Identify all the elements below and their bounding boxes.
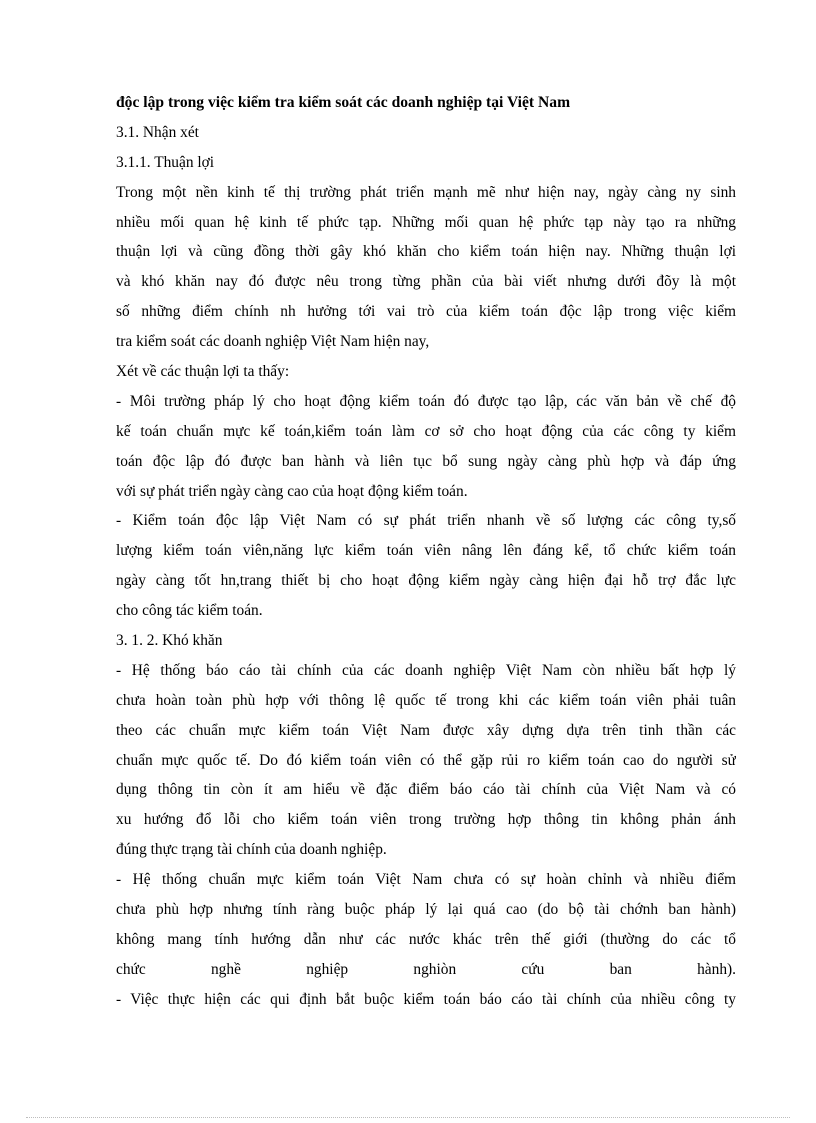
paragraph-line: nhiều mối quan hệ kinh tế phức tạp. Những mối quan hệ phức tạp này tạo ra những — [116, 213, 736, 231]
paragraph-line: chức nghề nghiệp nghiòn cứu ban hành). — [116, 960, 736, 978]
paragraph-line: kế toán chuẩn mực kế toán,kiểm toán làm cơ sở cho hoạt động của các công ty kiểm — [116, 422, 736, 440]
paragraph-line: không mang tính hướng dẫn như các nước khác trên thế giới (thường do các tổ — [116, 930, 736, 948]
paragraph-line: - Hệ thống chuẩn mực kiểm toán Việt Nam chưa có sự hoàn chỉnh và nhiều điểm — [116, 871, 736, 889]
paragraph-line: với sự phát triển ngày càng cao của hoạt động kiểm toán. — [116, 482, 468, 500]
paragraph-line: - Kiểm toán độc lập Việt Nam có sự phát triển nhanh về số lượng các công ty,số — [116, 512, 736, 530]
paragraph-audit-growth — [116, 506, 736, 626]
paragraph-line: xu hướng đổ lỗi cho kiểm toán viên trong trường hợp thông tin không phản ánh — [116, 811, 736, 829]
paragraph-line: thuận lợi và cũng đồng thời gây khó khăn cho kiểm toán hiện nay. Những thuận lợi — [116, 243, 736, 261]
paragraph-line: cho công tác kiểm toán. — [116, 602, 263, 620]
paragraph-line: chưa phù hợp nhưng tính ràng buộc pháp lý lại quá cao (do bộ tài chớnh ban hành) — [116, 901, 736, 919]
paragraph-line: ngày càng tốt hn,trang thiết bị cho hoạt động kiểm ngày càng hiện đại hỗ trợ đắc lực — [116, 572, 736, 590]
heading-continued: độc lập trong việc kiểm tra kiểm soát các doanh nghiệp tại Việt Nam — [116, 94, 571, 111]
paragraph-line: - Môi trường pháp lý cho hoạt động kiểm toán đó được tạo lập, các văn bản về chế độ — [116, 392, 736, 410]
paragraph-line: Trong một nền kinh tế thị trường phát triển mạnh mẽ như hiện nay, ngày càng ny sinh — [116, 183, 736, 201]
paragraph-line: theo các chuẩn mực kiểm toán Việt Nam được xây dựng dựa trên tinh thần các — [116, 721, 736, 739]
paragraph-line: đúng thực trạng tài chính của doanh nghiệp. — [116, 841, 387, 859]
paragraph-intro — [116, 178, 736, 357]
section-heading-3-1: 3.1. Nhận xét — [116, 123, 199, 141]
paragraph-advantages-lead: Xét về các thuận lợi ta thấy: — [116, 363, 290, 381]
paragraph-line: lượng kiểm toán viên,năng lực kiểm toán viên nâng lên đáng kể, tổ chức kiểm toán — [116, 542, 736, 560]
paragraph-standards — [116, 865, 736, 985]
paragraph-line: dụng thông tin còn ít am hiểu về đặc điểm báo cáo tài chính của Việt Nam và có — [116, 781, 736, 799]
paragraph-line: và khó khăn nay đó được nêu trong từng phần của bài viết nhưng dưới đõy là một — [116, 273, 736, 291]
section-heading-3-1-1: 3.1.1. Thuận lợi — [116, 153, 215, 171]
section-heading-3-1-2: 3. 1. 2. Khó khăn — [116, 632, 223, 650]
paragraph-line: - Hệ thống báo cáo tài chính của các doanh nghiệp Việt Nam còn nhiều bất hợp lý — [116, 661, 736, 679]
paragraph-line: toán độc lập đó được ban hành và liên tục bổ sung ngày càng phù hợp và đáp ứng — [116, 452, 736, 470]
paragraph-line: chuẩn mực quốc tế. Do đó kiểm toán viên có thể gặp rủi ro kiểm toán cao do người sử — [116, 751, 736, 769]
document-body — [116, 88, 736, 1015]
page-bottom-divider — [26, 1117, 790, 1118]
paragraph-mandatory-audit: - Việc thực hiện các qui định bắt buộc kiểm toán báo cáo tài chính của nhiều công ty — [116, 990, 736, 1008]
paragraph-line: chưa hoàn toàn phù hợp với thông lệ quốc tế trong khi các kiểm toán viên phải tuân — [116, 691, 736, 709]
paragraph-reporting-system — [116, 656, 736, 865]
paragraph-legal-environment — [116, 387, 736, 507]
paragraph-line: số những điểm chính nh hưởng tới vai trò của kiểm toán độc lập trong việc kiểm — [116, 303, 736, 321]
paragraph-line: tra kiểm soát các doanh nghiệp Việt Nam hiện nay, — [116, 333, 430, 351]
